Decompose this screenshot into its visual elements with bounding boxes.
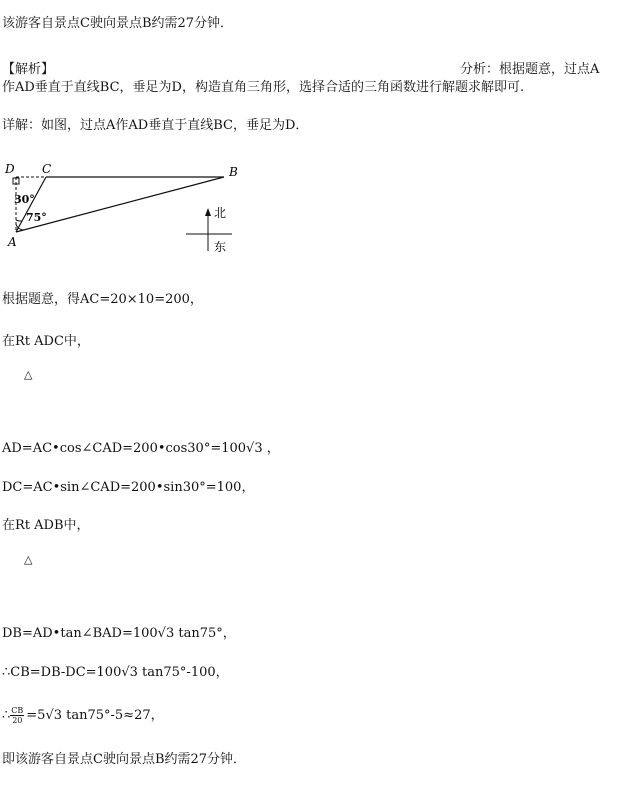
triangle-symbol-1: △ (24, 368, 33, 381)
solution-line-6: DB=AD•tan∠BAD=100√3 tan75°， (2, 626, 236, 641)
conclusion-line: 即该游客自景点C驶向景点B约需27分钟． (2, 752, 247, 767)
solution-line-7: ∴CB=DB-DC=100√3 tan75°-100， (2, 665, 229, 680)
detail-line: 详解：如图，过点A作AD垂直于直线BC，垂足为D． (2, 118, 309, 133)
label-a: A (8, 235, 17, 249)
angle-label-75: 75° (26, 211, 47, 224)
analysis-head: 分析：根据题意，过点A (460, 62, 600, 77)
solution-line-1: 根据题意，得AC=20×10=200， (2, 292, 203, 307)
solution-line-4: DC=AC•sin∠CAD=200•sin30°=100， (2, 480, 255, 495)
solution-line-8 (2, 706, 164, 725)
jiexi-label: 【解析】 (2, 62, 55, 77)
north-arrow-icon (205, 208, 211, 216)
fraction-denominator: 20 (12, 716, 23, 725)
intro-line: 该游客自景点C驶向景点B约需27分钟． (2, 16, 234, 31)
analysis-tail: 作AD垂直于直线BC，垂足为D，构造直角三角形，选择合适的三角函数进行解题求解即可. (2, 80, 525, 95)
compass-east: 东 (214, 240, 227, 254)
segment-ab (16, 177, 227, 232)
angle-label-30: 30° (14, 193, 35, 206)
compass-north: 北 (214, 206, 227, 220)
therefore-symbol: ∴ (2, 708, 11, 723)
angle-arc-30 (16, 220, 22, 221)
geometry-figure (0, 158, 260, 258)
solution-line-2: 在Rt ADC中， (2, 334, 90, 349)
label-d: D (5, 162, 15, 176)
solution-line-8-rest: =5√3 tan75°-5≈27， (26, 708, 164, 723)
fraction-cb-20 (10, 706, 24, 725)
solution-line-5: 在Rt ADB中， (2, 518, 90, 533)
solution-line-3: AD=AC•cos∠CAD=200•cos30°=100√3 ， (2, 441, 280, 456)
triangle-symbol-2: △ (24, 553, 33, 566)
label-b: B (229, 165, 238, 179)
fraction-numerator: CB (11, 706, 24, 715)
label-c: C (42, 162, 52, 176)
